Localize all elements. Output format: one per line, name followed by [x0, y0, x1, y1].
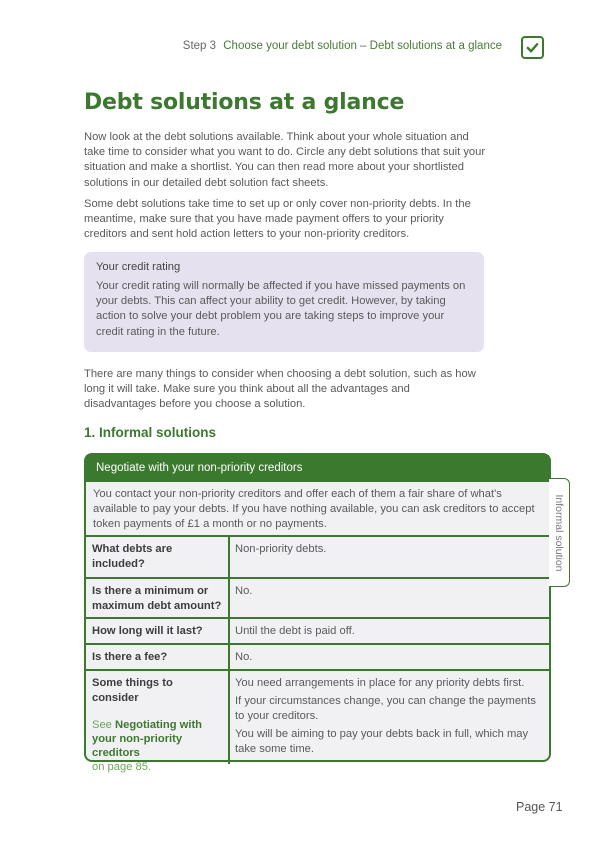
see-reference — [92, 718, 222, 774]
row-value: Non-priority debts. — [235, 543, 327, 555]
table-intro: You contact your non-priority creditors and offer each of them a fair share of what's available to pay your debts. If you have nothing available, you can ask creditors to accept token payments of £1 a month or no payments. — [86, 482, 549, 537]
row-label: Is there a minimum or maximum debt amount? — [86, 579, 230, 617]
page-title: Debt solutions at a glance — [84, 90, 405, 115]
row-value: No. — [235, 651, 253, 663]
consideration-item: If your circumstances change, you can change the payments to your creditors. — [235, 695, 536, 722]
checkbox-checked-icon — [521, 36, 544, 59]
table-row — [86, 645, 549, 671]
consideration-item: You need arrangements in place for any priority debts first. — [235, 677, 525, 689]
checkmark-icon — [526, 41, 539, 54]
see-suffix: on page 85. — [92, 761, 152, 773]
considerations-paragraph: There are many things to consider when choosing a debt solution, such as how long it will take. Make sure you think about all the advantages and disadvantages before you choose a solution. — [84, 368, 476, 411]
callout-title: Your credit rating — [96, 261, 181, 273]
side-tab-label: Informal solution — [553, 493, 565, 572]
negotiating-link[interactable]: Negotiating with your non-priority creditors — [92, 719, 203, 759]
row-label — [86, 671, 230, 773]
row-value — [230, 671, 549, 764]
solution-table — [84, 453, 551, 773]
breadcrumb — [183, 40, 502, 52]
see-prefix: See — [92, 719, 112, 731]
informal-solution-tab[interactable] — [549, 478, 570, 587]
table-row — [86, 671, 549, 773]
row-label: Is there a fee? — [86, 645, 230, 669]
page-number: Page 71 — [516, 800, 563, 814]
row-label: What debts are included? — [86, 537, 230, 577]
table-row — [86, 579, 549, 619]
callout-body: Your credit rating will normally be affected if you have missed payments on your debts. This can affect your ability to get credit. However, by taking action to solve your debt problem you are taking steps to improve your credit rating in the future. — [96, 280, 466, 338]
priority-paragraph: Some debt solutions take time to set up or only cover non-priority debts. In the meantime, make sure that you have made payment offers to your priority creditors and sent hold action letters to your non-priority creditors. — [84, 198, 471, 241]
breadcrumb-text: Choose your debt solution – Debt solutions at a glance — [223, 40, 502, 52]
consideration-item: You will be aiming to pay your debts back in full, which may take some time. — [235, 728, 529, 755]
table-row — [86, 537, 549, 579]
table-row — [86, 619, 549, 645]
row-value: Until the debt is paid off. — [235, 625, 355, 637]
intro-paragraph: Now look at the debt solutions available. Think about your whole situation and take time to consider what you want to do. Circle any debt solutions that suit your situation and make a shortlist. You can then read more about your shortlisted solutions in our detailed debt solution fact sheets. — [84, 131, 486, 189]
credit-rating-callout — [84, 252, 484, 352]
row-label: How long will it last? — [86, 619, 230, 643]
row-value: No. — [235, 585, 253, 597]
step-label: Step 3 — [182, 40, 217, 52]
table-title: Negotiate with your non-priority creditors — [86, 455, 549, 482]
row-label-text: Some things to consider — [92, 677, 173, 704]
section-heading: 1. Informal solutions — [84, 425, 217, 440]
